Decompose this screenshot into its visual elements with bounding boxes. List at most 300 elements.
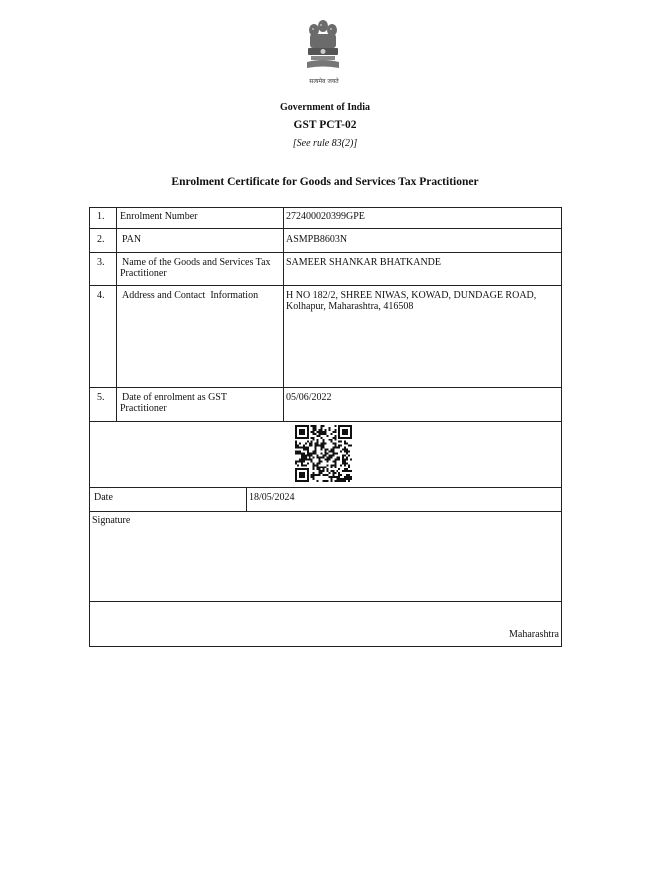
qr-module	[313, 478, 315, 480]
qr-module	[313, 472, 315, 474]
qr-module	[330, 476, 332, 478]
row-divider	[89, 487, 562, 488]
qr-module	[315, 427, 317, 429]
qr-module	[348, 480, 350, 482]
signature-label: Signature	[92, 515, 131, 526]
qr-module	[305, 464, 307, 466]
qr-module	[340, 445, 342, 447]
row-divider	[89, 421, 562, 422]
qr-module	[342, 478, 344, 480]
qr-module	[348, 474, 350, 476]
qr-module	[317, 441, 319, 443]
qr-module	[319, 433, 321, 435]
qr-module	[303, 454, 305, 456]
qr-module	[336, 458, 338, 460]
qr-module	[334, 458, 336, 460]
qr-module	[346, 458, 348, 460]
qr-module	[323, 470, 325, 472]
qr-module	[332, 451, 334, 453]
qr-module	[344, 451, 346, 453]
qr-module	[323, 456, 325, 458]
qr-module	[323, 425, 325, 427]
qr-module	[324, 429, 326, 431]
qr-module	[332, 447, 334, 449]
qr-module	[301, 453, 303, 455]
qr-module	[326, 480, 328, 482]
qr-module	[326, 464, 328, 466]
row-divider	[89, 285, 562, 286]
qr-module	[346, 478, 348, 480]
qr-module	[295, 445, 297, 447]
qr-module	[344, 441, 346, 443]
qr-module	[323, 454, 325, 456]
qr-module	[305, 449, 307, 451]
qr-module	[321, 466, 323, 468]
qr-module	[303, 458, 305, 460]
qr-module	[336, 476, 338, 478]
qr-module	[297, 447, 299, 449]
qr-module	[330, 480, 332, 482]
qr-module	[307, 441, 309, 443]
practitioner-name-value: SAMEER SHANKAR BHATKANDE	[286, 257, 442, 268]
qr-module	[344, 480, 346, 482]
qr-module	[344, 470, 346, 472]
qr-module	[342, 449, 344, 451]
qr-module	[328, 427, 330, 429]
qr-module	[315, 451, 317, 453]
qr-module	[324, 443, 326, 445]
certificate-title: Enrolment Certificate for Goods and Services Tax Practitioner	[171, 176, 479, 188]
qr-module	[346, 453, 348, 455]
qr-module	[295, 441, 297, 443]
row-divider	[89, 252, 562, 253]
qr-module	[299, 460, 301, 462]
qr-module	[307, 454, 309, 456]
qr-module	[321, 425, 323, 427]
qr-module	[328, 476, 330, 478]
qr-module	[338, 480, 340, 482]
qr-module	[332, 449, 334, 451]
qr-module	[334, 443, 336, 445]
qr-module	[311, 454, 313, 456]
qr-module	[348, 454, 350, 456]
qr-module	[334, 460, 336, 462]
qr-module	[328, 458, 330, 460]
qr-module	[332, 431, 334, 433]
qr-module	[313, 466, 315, 468]
qr-module	[334, 462, 336, 464]
qr-module	[330, 441, 332, 443]
qr-module	[334, 439, 336, 441]
qr-module	[348, 470, 350, 472]
qr-code-icon	[295, 425, 352, 482]
qr-module	[330, 456, 332, 458]
qr-module	[311, 431, 313, 433]
qr-module	[303, 456, 305, 458]
qr-module	[324, 451, 326, 453]
qr-module	[313, 427, 315, 429]
enrolment-number-value: 272400020399GPE	[286, 211, 365, 222]
qr-module	[303, 464, 305, 466]
qr-module	[317, 439, 319, 441]
pan-value: ASMPB8603N	[286, 234, 348, 245]
qr-module	[332, 437, 334, 439]
qr-module	[309, 454, 311, 456]
qr-module	[301, 456, 303, 458]
qr-module	[326, 468, 328, 470]
qr-module	[324, 480, 326, 482]
row-number: 2.	[97, 234, 105, 245]
qr-module	[340, 464, 342, 466]
qr-module	[315, 445, 317, 447]
qr-module	[315, 464, 317, 466]
qr-module	[315, 443, 317, 445]
qr-module	[340, 451, 342, 453]
qr-module	[334, 480, 336, 482]
qr-module	[313, 474, 315, 476]
qr-module	[334, 476, 336, 478]
qr-module	[332, 474, 334, 476]
address-value: H NO 182/2, SHREE NIWAS, KOWAD, DUNDAGE ROAD, Kolhapur, Maharashtra, 416508	[286, 290, 537, 312]
qr-module	[297, 453, 299, 455]
row-label-enrolment-date: Date of enrolment as GST Practitioner	[120, 392, 227, 414]
qr-module	[321, 429, 323, 431]
qr-module	[336, 456, 338, 458]
qr-module	[297, 445, 299, 447]
row-number: 3.	[97, 257, 105, 268]
qr-module	[307, 462, 309, 464]
qr-module	[326, 435, 328, 437]
qr-module	[328, 472, 330, 474]
qr-module	[328, 456, 330, 458]
qr-module	[299, 451, 301, 453]
qr-module	[323, 431, 325, 433]
qr-module	[332, 476, 334, 478]
qr-module	[334, 425, 336, 427]
qr-module	[309, 445, 311, 447]
qr-module	[307, 453, 309, 455]
qr-module	[317, 462, 319, 464]
qr-module	[344, 454, 346, 456]
qr-module	[344, 462, 346, 464]
qr-module	[319, 435, 321, 437]
qr-module	[334, 466, 336, 468]
qr-module	[332, 443, 334, 445]
qr-module	[326, 453, 328, 455]
qr-module	[346, 443, 348, 445]
date-value: 18/05/2024	[249, 492, 295, 503]
qr-module	[346, 474, 348, 476]
qr-module	[328, 454, 330, 456]
qr-module	[336, 453, 338, 455]
qr-module	[344, 458, 346, 460]
qr-module	[315, 474, 317, 476]
qr-module	[338, 478, 340, 480]
qr-module	[344, 460, 346, 462]
qr-module	[342, 462, 344, 464]
column-divider	[246, 487, 247, 511]
qr-module	[311, 441, 313, 443]
row-divider	[89, 228, 562, 229]
qr-module	[346, 451, 348, 453]
qr-module	[334, 429, 336, 431]
qr-module	[334, 453, 336, 455]
qr-module	[344, 447, 346, 449]
qr-module	[342, 456, 344, 458]
qr-module	[332, 454, 334, 456]
qr-module	[311, 453, 313, 455]
qr-module	[311, 425, 313, 427]
qr-module	[321, 470, 323, 472]
qr-module	[350, 458, 352, 460]
qr-module	[342, 460, 344, 462]
qr-module	[332, 460, 334, 462]
qr-module	[321, 427, 323, 429]
qr-module	[340, 480, 342, 482]
qr-module	[301, 447, 303, 449]
qr-module	[319, 458, 321, 460]
qr-module	[348, 478, 350, 480]
qr-module	[324, 454, 326, 456]
qr-module	[313, 439, 315, 441]
enrolment-date-value: 05/06/2022	[286, 392, 332, 403]
row-number: 5.	[97, 392, 105, 403]
qr-module	[321, 453, 323, 455]
qr-module	[317, 443, 319, 445]
qr-module	[305, 454, 307, 456]
qr-module	[313, 429, 315, 431]
qr-module	[299, 453, 301, 455]
qr-module	[313, 456, 315, 458]
qr-module	[315, 429, 317, 431]
qr-module	[344, 449, 346, 451]
qr-module	[313, 462, 315, 464]
qr-module	[299, 443, 301, 445]
qr-module	[315, 449, 317, 451]
qr-module	[303, 453, 305, 455]
qr-module	[344, 464, 346, 466]
qr-module	[321, 443, 323, 445]
qr-module	[346, 476, 348, 478]
government-heading: Government of India	[280, 102, 370, 113]
row-label-practitioner-name: Name of the Goods and Services Tax Practitioner	[120, 257, 271, 279]
qr-module	[305, 456, 307, 458]
qr-module	[330, 451, 332, 453]
qr-module	[319, 431, 321, 433]
qr-module	[321, 437, 323, 439]
qr-module	[321, 431, 323, 433]
qr-module	[295, 447, 297, 449]
qr-module	[305, 443, 307, 445]
qr-module	[348, 451, 350, 453]
qr-module	[346, 470, 348, 472]
qr-module	[311, 460, 313, 462]
qr-module	[313, 453, 315, 455]
qr-module	[311, 443, 313, 445]
qr-module	[336, 480, 338, 482]
qr-module	[334, 445, 336, 447]
qr-module	[348, 445, 350, 447]
qr-module	[338, 472, 340, 474]
qr-module	[303, 460, 305, 462]
qr-module	[326, 470, 328, 472]
qr-module	[324, 433, 326, 435]
qr-module	[301, 464, 303, 466]
qr-module	[330, 439, 332, 441]
qr-module	[319, 429, 321, 431]
qr-module	[321, 445, 323, 447]
qr-module	[299, 447, 301, 449]
qr-module	[344, 443, 346, 445]
qr-module	[317, 454, 319, 456]
qr-module	[346, 462, 348, 464]
row-label-enrolment-number: Enrolment Number	[120, 211, 198, 222]
qr-module	[315, 447, 317, 449]
qr-module	[323, 480, 325, 482]
qr-module	[326, 449, 328, 451]
qr-module	[330, 433, 332, 435]
qr-module	[317, 466, 319, 468]
qr-module	[317, 480, 319, 482]
qr-module	[295, 462, 297, 464]
qr-module	[323, 466, 325, 468]
qr-module	[297, 451, 299, 453]
qr-module	[324, 466, 326, 468]
qr-module	[336, 470, 338, 472]
qr-module	[323, 445, 325, 447]
qr-module	[334, 431, 336, 433]
qr-module	[311, 474, 313, 476]
row-label-pan: PAN	[122, 234, 142, 245]
qr-module	[319, 472, 321, 474]
qr-module	[332, 472, 334, 474]
qr-module	[319, 456, 321, 458]
qr-module	[323, 441, 325, 443]
qr-module	[315, 425, 317, 427]
qr-module	[326, 474, 328, 476]
qr-module	[319, 445, 321, 447]
qr-module	[295, 451, 297, 453]
qr-module	[346, 468, 348, 470]
qr-module	[311, 437, 313, 439]
qr-module	[319, 462, 321, 464]
qr-module	[340, 474, 342, 476]
national-emblem-icon	[299, 18, 347, 86]
qr-module	[326, 460, 328, 462]
qr-module	[313, 468, 315, 470]
qr-module	[309, 453, 311, 455]
qr-module	[307, 449, 309, 451]
qr-module	[305, 458, 307, 460]
qr-module	[334, 472, 336, 474]
state-name: Maharashtra	[509, 629, 559, 640]
qr-module	[348, 466, 350, 468]
qr-module	[330, 466, 332, 468]
qr-module	[309, 456, 311, 458]
qr-module	[315, 453, 317, 455]
qr-module	[324, 449, 326, 451]
qr-module	[313, 464, 315, 466]
qr-module	[326, 458, 328, 460]
qr-module	[317, 468, 319, 470]
qr-module	[321, 460, 323, 462]
qr-module	[319, 460, 321, 462]
qr-module	[328, 451, 330, 453]
qr-module	[344, 478, 346, 480]
qr-module	[328, 439, 330, 441]
qr-module	[311, 445, 313, 447]
qr-module	[348, 476, 350, 478]
qr-module	[321, 449, 323, 451]
qr-module	[324, 453, 326, 455]
qr-module	[297, 464, 299, 466]
qr-module	[315, 433, 317, 435]
qr-module	[317, 456, 319, 458]
qr-module	[334, 464, 336, 466]
qr-module	[319, 468, 321, 470]
qr-module	[344, 476, 346, 478]
qr-module	[321, 433, 323, 435]
qr-module	[338, 447, 340, 449]
qr-module	[342, 470, 344, 472]
qr-module	[323, 447, 325, 449]
qr-module	[301, 460, 303, 462]
qr-module	[338, 476, 340, 478]
qr-module	[330, 449, 332, 451]
qr-module	[307, 447, 309, 449]
qr-module	[317, 464, 319, 466]
qr-module	[330, 464, 332, 466]
qr-module	[307, 458, 309, 460]
qr-module	[301, 454, 303, 456]
qr-module	[330, 454, 332, 456]
row-divider	[89, 387, 562, 388]
qr-module	[344, 468, 346, 470]
row-divider	[89, 511, 562, 512]
qr-module	[295, 460, 297, 462]
qr-module	[313, 433, 315, 435]
qr-module	[319, 474, 321, 476]
qr-module	[309, 443, 311, 445]
qr-module	[336, 447, 338, 449]
qr-module	[334, 435, 336, 437]
qr-module	[313, 476, 315, 478]
form-number: GST PCT-02	[293, 119, 357, 131]
qr-module	[346, 456, 348, 458]
qr-module	[342, 458, 344, 460]
qr-module	[313, 425, 315, 427]
qr-module	[303, 449, 305, 451]
qr-module	[340, 441, 342, 443]
qr-module	[299, 458, 301, 460]
qr-module	[338, 468, 340, 470]
qr-module	[321, 472, 323, 474]
qr-module	[346, 449, 348, 451]
qr-module	[350, 478, 352, 480]
qr-module	[338, 441, 340, 443]
row-number: 4.	[97, 290, 105, 301]
qr-module	[317, 431, 319, 433]
column-divider	[283, 207, 284, 421]
qr-module	[317, 474, 319, 476]
qr-module	[321, 456, 323, 458]
qr-module	[301, 458, 303, 460]
qr-module	[338, 474, 340, 476]
qr-module	[323, 474, 325, 476]
qr-module	[324, 474, 326, 476]
qr-module	[334, 437, 336, 439]
qr-module	[340, 478, 342, 480]
